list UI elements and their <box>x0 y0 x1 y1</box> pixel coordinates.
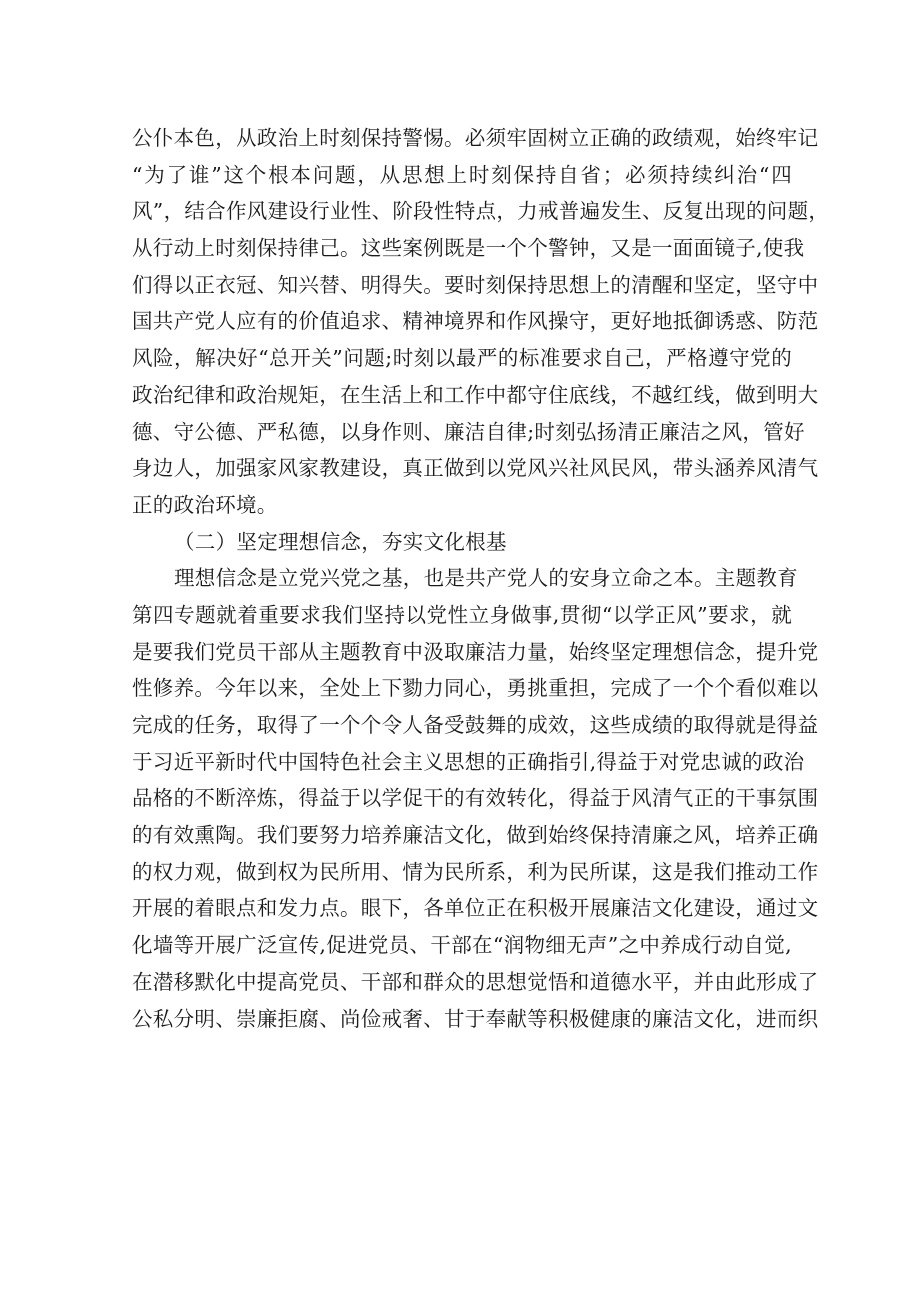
text-line: 公仆本色，从政治上时刻保持警惕。必须牢固树立正确的政绩观，始终牢记 <box>132 126 819 150</box>
text-line: 在潜移默化中提高党员、干部和群众的思想觉悟和道德水平，并由此形成了 <box>132 969 819 994</box>
document-body <box>132 120 830 1037</box>
text-line: 身边人，加强家风家教建设，真正做到以党风兴社风民风，带头涵养风清气 <box>132 456 819 481</box>
text-line: 性修养。今年以来，全处上下勠力同心，勇挑重担，完成了一个个看似难以 <box>132 676 819 701</box>
text-line: 国共产党人应有的价值追求、精神境界和作风操守，更好地抵御诱惑、防范 <box>132 309 819 334</box>
text-line: 完成的任务，取得了一个个令人备受鼓舞的成效，这些成绩的取得就是得益 <box>132 713 819 737</box>
text-line: 理想信念是立党兴党之基，也是共产党人的安身立命之本。主题教育 <box>174 566 798 591</box>
text-line: 风”，结合作风建设行业性、阶段性特点，力戒普遍发生、反复出现的问题， <box>132 199 830 224</box>
text-line: 德、守公德、严私德，以身作则、廉洁自律;时刻弘扬清正廉洁之风，管好 <box>132 419 805 444</box>
text-line: 政治纪律和政治规矩，在生活上和工作中都守住底线，不越红线，做到明大 <box>132 382 819 407</box>
text-line: 公私分明、崇廉拒腐、尚俭戒奢、甘于奉献等积极健康的廉洁文化，进而织 <box>132 1006 819 1031</box>
text-line: 开展的着眼点和发力点。眼下，各单位正在积极开展廉洁文化建设，通过文 <box>132 896 819 921</box>
text-line: 是要我们党员干部从主题教育中汲取廉洁力量，始终坚定理想信念，提升党 <box>132 639 819 664</box>
text-line: 的有效熏陶。我们要努力培养廉洁文化，做到始终保持清廉之风，培养正确 <box>132 823 819 848</box>
text-line: “为了谁”这个根本问题，从思想上时刻保持自省；必须持续纠治“四 <box>132 162 792 187</box>
text-line: 化墙等开展广泛宣传,促进党员、干部在“润物细无声”之中养成行动自觉, <box>132 933 792 958</box>
text-line: 风险，解决好“总开关”问题;时刻以最严的标准要求自己，严格遵守党的 <box>132 346 792 371</box>
text-line: 品格的不断淬炼，得益于以学促干的有效转化，得益于风清气正的干事氛围 <box>132 786 819 811</box>
text-line: 第四专题就着重要求我们坚持以党性立身做事,贯彻“以学正风”要求，就 <box>132 602 792 627</box>
text-line: 从行动上时刻保持律己。这些案例既是一个个警钟，又是一面面镜子,使我 <box>132 236 805 261</box>
paragraph-2 <box>132 560 819 1037</box>
paragraph-1 <box>132 120 830 524</box>
text-line: 正的政治环境。 <box>132 492 278 517</box>
text-line: 们得以正衣冠、知兴替、明得失。要时刻保持思想上的清醒和坚定，坚守中 <box>132 272 819 297</box>
text-line: 于习近平新时代中国特色社会主义思想的正确指引,得益于对党忠诚的政治 <box>132 749 805 774</box>
section-heading: （二）坚定理想信念，夯实文化根基 <box>174 529 507 554</box>
text-line: 的权力观，做到权为民所用、情为民所系，利为民所谋，这是我们推动工作 <box>132 859 819 884</box>
